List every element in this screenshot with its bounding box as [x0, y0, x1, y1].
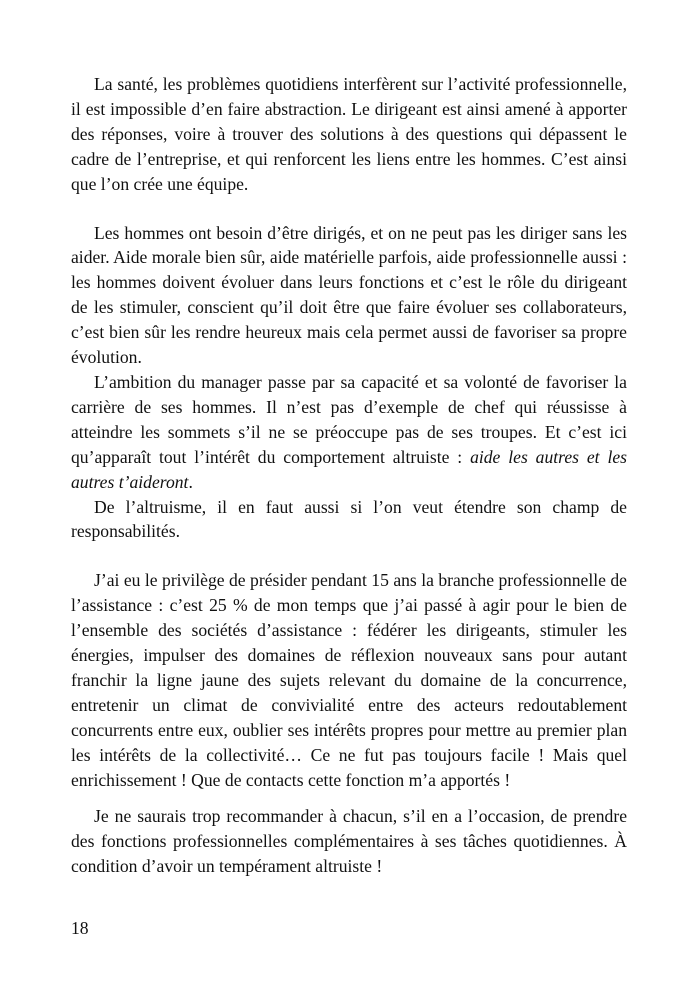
paragraph-leadership: Les hommes ont besoin d’être dirigés, et on ne peut pas les diriger sans les aider. Aide morale bien sûr, aide matérielle parfois, aide professionnelle aussi : les hommes doivent évoluer dans leurs fonctions et c’est le rôle du dirigeant de les stimuler, conscient qu’il doit être que faire évoluer ses collaborateurs, c’est bien sûr les rendre heureux mais cela permet aussi de favoriser sa propre évolution. — [71, 222, 627, 368]
ambition-text: L’ambition du manager passe par sa capacité et sa volonté de favoriser la carrière de ses hommes. Il n’est pas d’exemple de chef qui réussisse à atteindre les sommets s’il ne se préoccupe pas de ses troupes. Et c’est ici qu’apparaît tout l’intérêt du comportement altruiste : — [71, 371, 627, 467]
ambition-motto: aide les autres et les autres t’aideront — [71, 446, 627, 492]
paragraph-spacer — [71, 792, 627, 804]
paragraph-altruism: De l’altruisme, il en faut aussi si l’on veut étendre son champ de responsabilités. — [71, 496, 627, 542]
page-body — [71, 72, 627, 879]
paragraph-presidency: J’ai eu le privilège de présider pendant 15 ans la branche professionnelle de l’assistance : c’est 25 % de mon temps que j’ai passé à agir pour le bien de l’ensemble des sociétés d’assistance : fédérer les dirigeants, stimuler les énergies, impulser des domaines de réflexion nouveaux sans pour autant franchir la ligne jaune des sujets relevant du domaine de la concurrence, entretenir un climat de convivialité entre des acteurs redoutablement concurrents entre eux, oublier ses intérêts propres pour mettre au premier plan les intérêts de la collectivité… Ce ne fut pas toujours facile ! Mais quel enrichissement ! Que de contacts cette fonction m’a apportés ! — [71, 570, 627, 790]
paragraph-health: La santé, les problèmes quotidiens interfèrent sur l’activité professionnelle, il est impossible d’en faire abstraction. Le dirigeant est ainsi amené à apporter des réponses, voire à trouver des solutions à des questions qui dépassent le cadre de l’entreprise, et qui renforcent les liens entre les hommes. C’est ainsi que l’on crée une équipe. — [71, 74, 627, 194]
ambition-end: . — [188, 471, 193, 492]
paragraph-ambition — [71, 370, 627, 495]
paragraph-spacer — [71, 544, 627, 568]
paragraph-recommendation: Je ne saurais trop recommander à chacun, s’il en a l’occasion, de prendre des fonctions professionnelles complémentaires à ses tâches quotidiennes. À condition d’avoir un tempérament altruiste ! — [71, 806, 627, 877]
page-number: 18 — [71, 918, 89, 938]
paragraph-spacer — [71, 197, 627, 221]
